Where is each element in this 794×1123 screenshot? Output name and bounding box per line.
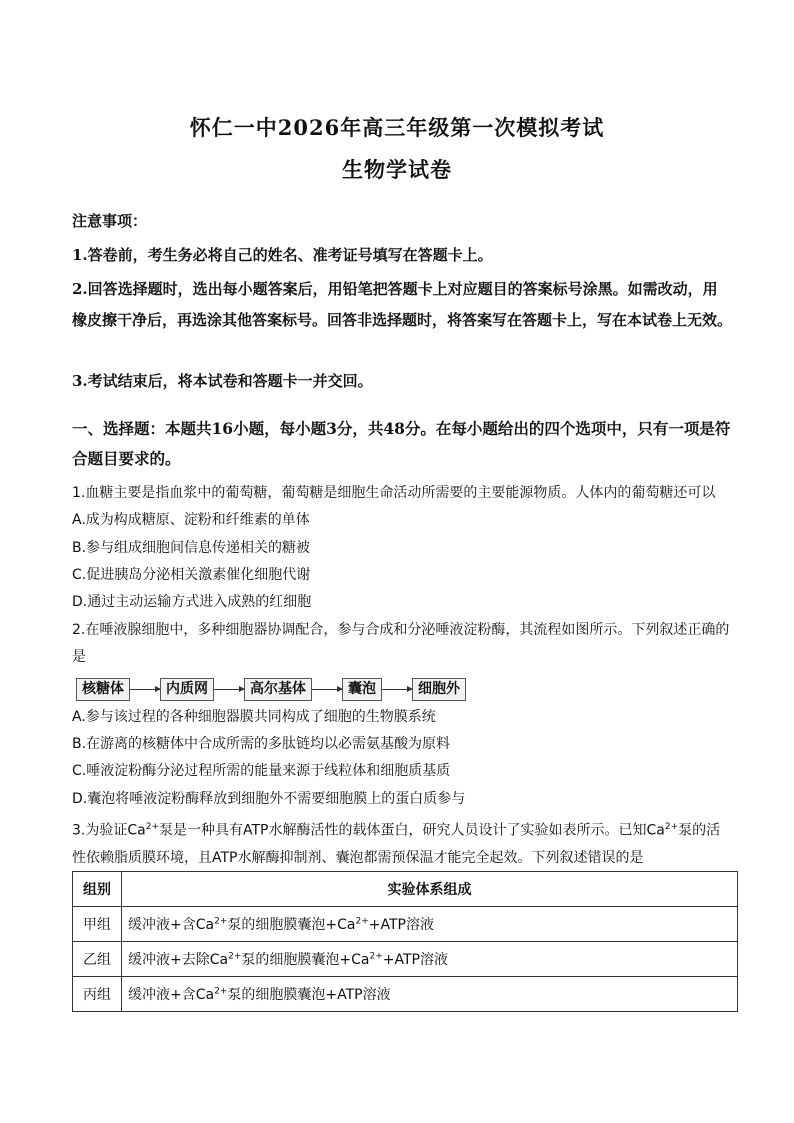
table-cell-content: 缓冲液+含$Ca^{2+}$泵的细胞膜囊泡+ATP溶液 [122, 977, 738, 1012]
flow-node-golgi: 高尔基体 [244, 678, 312, 701]
table-cell-group: 乙组 [73, 942, 122, 977]
notice-item-1: 1.答卷前，考生务必将自己的姓名、准考证号填写在答题卡上。 [72, 246, 493, 264]
flow-arrow [382, 689, 412, 690]
table-row [73, 942, 738, 977]
exam-subtitle: 生物学试卷 [342, 157, 452, 182]
table-header-row [73, 872, 738, 907]
table-cell-group: 丙组 [73, 977, 122, 1012]
q1-option-a: A.成为构成糖原、淀粉和纤维素的单体 [72, 512, 310, 528]
q1-option-d: D.通过主动运输方式进入成熟的红细胞 [72, 594, 312, 610]
q3-stem: 3.为验证$Ca^{2+}$泵是一种具有ATP水解酶活性的载体蛋白，研究人员设计了实验如表所示。已知$Ca^{2+}$泵的活性依赖脂质膜环境，且ATP水解酶抑制剂、囊泡都需预保温才能完全起效。下列叙述错误的是 [72, 822, 721, 866]
q3-experiment-table [72, 871, 738, 1012]
table-cell-content: 缓冲液+含$Ca^{2+}$泵的细胞膜囊泡$+Ca^{2+}+ATP$溶液 [122, 907, 738, 942]
flow-node-er: 内质网 [160, 678, 214, 701]
flow-node-ribosome: 核糖体 [76, 678, 130, 701]
notice-item-2: 2.回答选择题时，选出每小题答案后，用铅笔把答题卡上对应题目的答案标号涂黑。如需改动，用橡皮擦干净后，再选涂其他答案标号。回答非选择题时，将答案写在答题卡上，写在本试卷上无效。 [72, 280, 733, 329]
table-cell-content: 缓冲液+去除$Ca^{2+}$泵的细胞膜囊泡$+Ca^{2+}+ATP$溶液 [122, 942, 738, 977]
q1-option-b: B.参与组成细胞间信息传递相关的糖被 [72, 540, 311, 556]
q1-option-c: C.促进胰岛分泌相关激素催化细胞代谢 [72, 567, 311, 583]
flow-arrow [130, 689, 160, 690]
section-heading: 一、选择题：本题共16小题，每小题3分，共48分。在每小题给出的四个选项中，只有一项是符合题目要求的。 [72, 419, 731, 468]
exam-title: 怀仁一中2026年高三年级第一次模拟考试 [189, 115, 605, 140]
table-cell-group: 甲组 [73, 907, 122, 942]
q2-stem: 2.在唾液腺细胞中，多种细胞器协调配合，参与合成和分泌唾液淀粉酶，其流程如图所示。下列叙述正确的是 [72, 622, 730, 665]
q2-option-b: B.在游离的核糖体中合成所需的多肽链均以必需氨基酸为原料 [72, 736, 451, 752]
table-row [73, 907, 738, 942]
notice-item-3: 3.考试结束后，将本试卷和答题卡一并交回。 [72, 372, 373, 390]
table-header-group: 组别 [73, 872, 122, 907]
q2-option-d: D.囊泡将唾液淀粉酶释放到细胞外不需要细胞膜上的蛋白质参与 [72, 791, 466, 807]
q2-flow-diagram [76, 677, 466, 701]
table-row [73, 977, 738, 1012]
flow-arrow [214, 689, 244, 690]
notice-heading: 注意事项： [72, 212, 148, 230]
q2-option-c: C.唾液淀粉酶分泌过程所需的能量来源于线粒体和细胞质基质 [72, 763, 451, 779]
flow-node-vesicle: 囊泡 [342, 678, 382, 701]
flow-node-extracellular: 细胞外 [412, 678, 466, 701]
q2-option-a: A.参与该过程的各种细胞器膜共同构成了细胞的生物膜系统 [72, 709, 436, 725]
flow-arrow [312, 689, 342, 690]
q1-stem: 1.血糖主要是指血浆中的葡萄糖，葡萄糖是细胞生命活动所需要的主要能源物质。人体内的葡萄糖还可以 [72, 485, 716, 501]
table-header-composition: 实验体系组成 [122, 872, 738, 907]
